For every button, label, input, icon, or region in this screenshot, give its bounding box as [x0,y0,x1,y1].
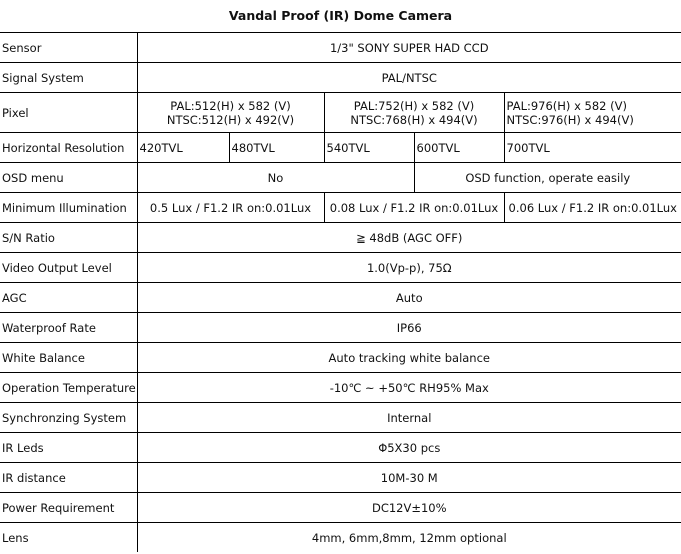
row-value [137,93,324,133]
row-value: 1.0(Vp-p), 75Ω [137,253,681,283]
row-label: Minimum Illumination [0,193,137,223]
table-row [0,403,681,433]
row-value: PAL/NTSC [137,63,681,93]
row-value: 4mm, 6mm,8mm, 12mm optional [137,523,681,553]
table-row [0,463,681,493]
table-row [0,93,681,133]
table-row [0,33,681,63]
table-row [0,223,681,253]
row-value: Auto [137,283,681,313]
row-label: IR Leds [0,433,137,463]
table-row [0,313,681,343]
pixel-ntsc: NTSC:976(H) x 494(V) [506,112,634,127]
row-value: 10M-30 M [137,463,681,493]
row-label: Operation Temperature [0,373,137,403]
pixel-pal: PAL:512(H) x 582 (V) [170,98,291,113]
table-row [0,283,681,313]
row-value: -10℃ ~ +50℃ RH95% Max [137,373,681,403]
row-value [504,93,681,133]
table-row [0,343,681,373]
row-label: Waterproof Rate [0,313,137,343]
row-label: Video Output Level [0,253,137,283]
table-row [0,493,681,523]
pixel-pal: PAL:976(H) x 582 (V) [506,98,627,113]
row-value: 1/3" SONY SUPER HAD CCD [137,33,681,63]
row-label: OSD menu [0,163,137,193]
row-label: Power Requirement [0,493,137,523]
row-value: 480TVL [229,133,324,163]
row-value: DC12V±10% [137,493,681,523]
table-row [0,523,681,553]
row-value: IP66 [137,313,681,343]
table-row [0,433,681,463]
row-value: Φ5X30 pcs [137,433,681,463]
table-row [0,133,681,163]
row-value: OSD function, operate easily [414,163,681,193]
row-value: 0.08 Lux / F1.2 IR on:0.01Lux [324,193,504,223]
row-label: IR distance [0,463,137,493]
table-row [0,63,681,93]
row-label: Synchronzing System [0,403,137,433]
row-value: 600TVL [414,133,504,163]
row-value: 700TVL [504,133,681,163]
row-value: 0.5 Lux / F1.2 IR on:0.01Lux [137,193,324,223]
row-label: Horizontal Resolution [0,133,137,163]
table-row [0,373,681,403]
row-label: AGC [0,283,137,313]
row-label: White Balance [0,343,137,373]
row-label: Pixel [0,93,137,133]
pixel-ntsc: NTSC:512(H) x 492(V) [166,112,295,127]
page-title: Vandal Proof (IR) Dome Camera [228,8,453,23]
table-row [0,253,681,283]
table-row [0,163,681,193]
row-value: 0.06 Lux / F1.2 IR on:0.01Lux [504,193,681,223]
row-value: ≧ 48dB (AGC OFF) [137,223,681,253]
spec-table [0,32,681,552]
row-value: No [137,163,414,193]
row-label: Lens [0,523,137,553]
row-label: Signal System [0,63,137,93]
row-value: 540TVL [324,133,414,163]
row-value: Internal [137,403,681,433]
row-label: S/N Ratio [0,223,137,253]
row-value: 420TVL [137,133,229,163]
row-label: Sensor [0,33,137,63]
row-value [324,93,504,133]
table-row [0,193,681,223]
pixel-pal: PAL:752(H) x 582 (V) [353,98,475,113]
row-value: Auto tracking white balance [137,343,681,373]
pixel-ntsc: NTSC:768(H) x 494(V) [350,112,478,127]
